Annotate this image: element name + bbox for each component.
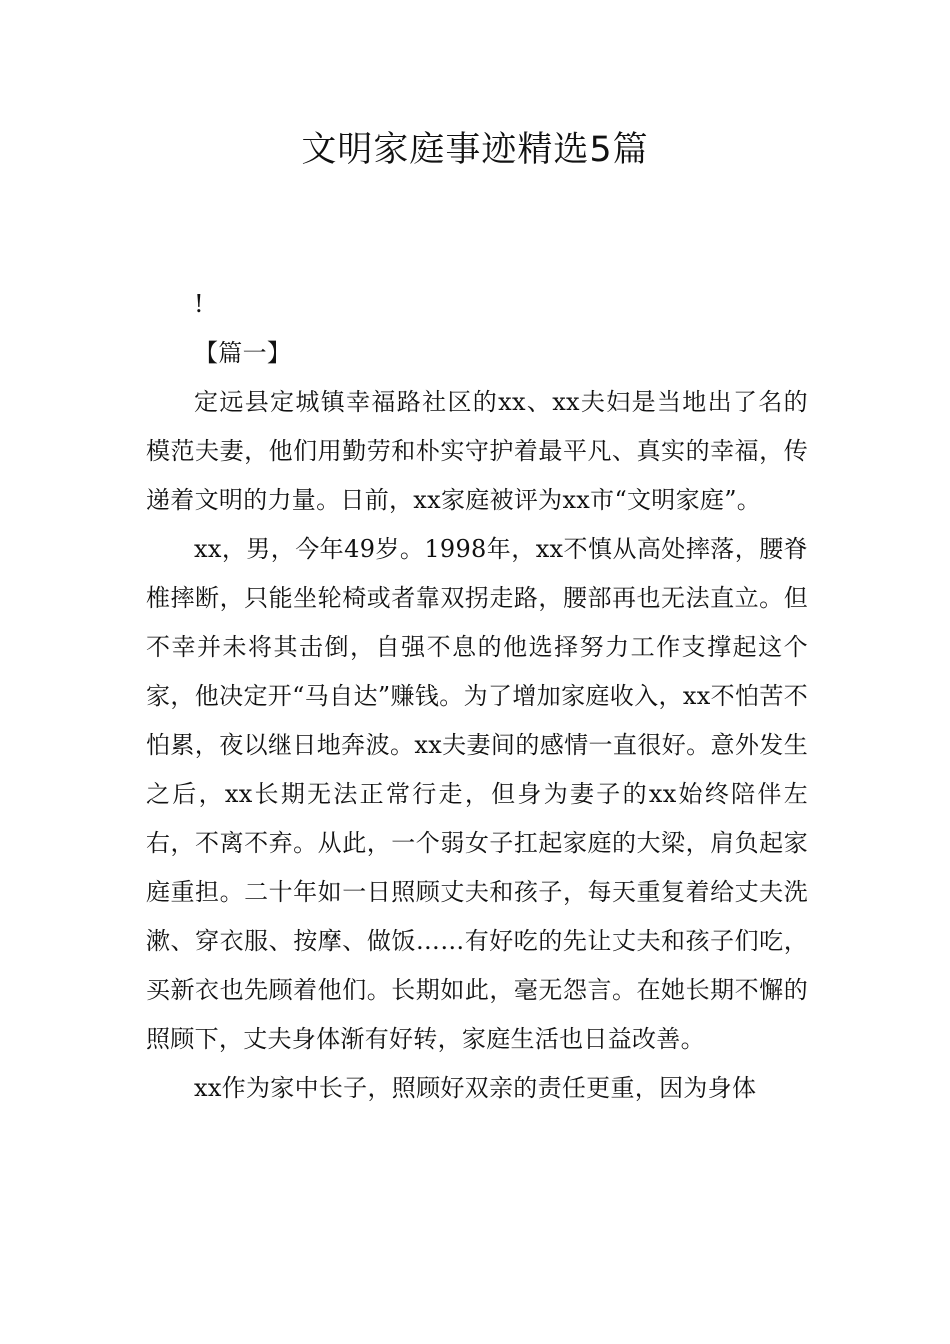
paragraph-exclamation: ! (194, 290, 204, 318)
document-title: 文明家庭事迹精选5篇 (301, 130, 649, 170)
paragraph: 定远县定城镇幸福路社区的xx、xx夫妇是当地出了名的模范夫妻，他们用勤劳和朴实守护着最平凡、真实的幸福，传递着文明的力量。日前，xx家庭被评为xx市“文明家庭”。 (146, 388, 808, 514)
paragraph-section-heading: 【篇一】 (194, 339, 292, 367)
document-body (146, 280, 808, 1113)
paragraph: xx，男，今年49岁。1998年，xx不慎从高处摔落，腰脊椎摔断，只能坐轮椅或者靠双拐走路，腰部再也无法直立。但不幸并未将其击倒，自强不息的他选择努力工作支撑起这个家，他决定开“马自达”赚钱。为了增加家庭收入，xx不怕苦不怕累，夜以继日地奔波。xx夫妻间的感情一直很好。意外发生之后，xx长期无法正常行走，但身为妻子的xx始终陪伴左右，不离不弃。从此，一个弱女子扛起家庭的大梁，肩负起家庭重担。二十年如一日照顾丈夫和孩子，每天重复着给丈夫洗漱、穿衣服、按摩、做饭……有好吃的先让丈夫和孩子们吃，买新衣也先顾着他们。长期如此，毫无怨言。在她长期不懈的照顾下，丈夫身体渐有好转，家庭生活也日益改善。 (146, 535, 808, 1053)
paragraph: xx作为家中长子，照顾好双亲的责任更重，因为身体 (194, 1074, 757, 1102)
